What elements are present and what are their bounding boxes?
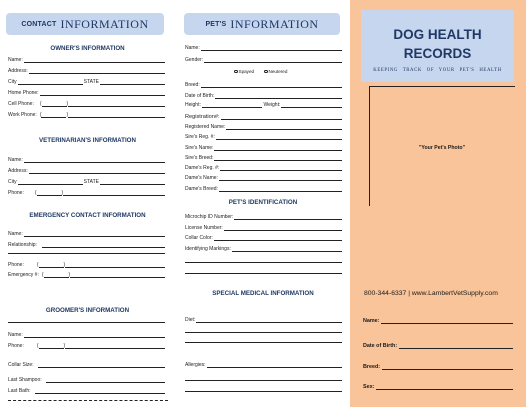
owner-city-label: City: [8, 79, 17, 85]
pet-height-weight-field[interactable]: [185, 100, 342, 108]
pet-height-label: Height:: [185, 102, 201, 108]
vet-phone-label: Phone:: [8, 190, 24, 196]
dame-breed-field[interactable]: [185, 184, 342, 192]
vet-name-label: Name:: [8, 157, 23, 163]
sire-reg-field[interactable]: [185, 132, 342, 140]
spayed-radio-circle: [234, 70, 238, 74]
spayed-label: Spayed: [238, 69, 255, 74]
pet-panel: [178, 0, 348, 407]
diet-line-2[interactable]: [185, 332, 342, 333]
emergency-relationship-label: Relationship:: [8, 242, 37, 248]
groomer-dashed-line: [8, 400, 168, 401]
dame-name-field[interactable]: [185, 173, 342, 181]
allergies-field[interactable]: [185, 360, 342, 368]
pet-name-label: Name:: [185, 45, 200, 51]
cover-title-line1: DOG HEALTH: [393, 27, 482, 42]
vet-address-field[interactable]: [8, 166, 165, 174]
allergies-line-2[interactable]: [185, 380, 342, 381]
emergency-phone-label: Phone:: [8, 262, 24, 268]
company-contact: 800-344-6337 | www.LambertVetSupply.com: [364, 290, 498, 297]
owner-name-label: Name:: [8, 57, 23, 63]
microchip-label: Microchip ID Number:: [185, 214, 234, 220]
diet-line-3[interactable]: [185, 342, 342, 343]
owner-home-phone-field[interactable]: [8, 88, 165, 96]
sire-breed-label: Sire's Breed:: [185, 155, 214, 161]
microchip-field[interactable]: [185, 212, 342, 220]
collar-color-label: Collar Color:: [185, 235, 213, 241]
neutered-label: Neutered: [268, 69, 288, 74]
pet-registration-label: Registration#:: [185, 114, 220, 120]
groomer-last-bath-label: Last Bath:: [8, 388, 31, 394]
diet-label: Diet:: [185, 317, 196, 323]
emergency-name-field[interactable]: [8, 229, 165, 237]
dame-reg-field[interactable]: [185, 163, 342, 171]
pet-registration-field[interactable]: [185, 112, 342, 120]
cover-sex-field[interactable]: [363, 382, 513, 390]
pet-weight-label: Weight:: [263, 102, 281, 108]
groomer-last-bath-field[interactable]: [8, 386, 165, 394]
sire-breed-field[interactable]: [185, 153, 342, 161]
contact-panel: [0, 0, 175, 407]
pet-gender-label: Gender:: [185, 57, 204, 63]
sire-name-field[interactable]: [185, 143, 342, 151]
pet-header-small: PET'S: [205, 20, 227, 28]
emergency-number-label: Emergency #:: [8, 272, 39, 278]
dame-reg-label: Dame's Reg. #:: [185, 165, 220, 171]
cover-sex-label: Sex:: [363, 384, 375, 390]
groomer-extra-line[interactable]: [8, 322, 165, 323]
neutered-radio-circle: [264, 70, 268, 74]
cover-subtitle: KEEPING TRACK OF YOUR PET'S HEALTH: [373, 68, 502, 73]
vet-phone-field[interactable]: Phone: ( ): [8, 188, 165, 196]
pet-dob-field[interactable]: [185, 91, 342, 99]
license-field[interactable]: [185, 223, 342, 231]
pet-gender-field[interactable]: [185, 55, 342, 63]
emergency-extra-line[interactable]: [8, 253, 165, 254]
pet-header: [184, 13, 340, 35]
pet-header-big: INFORMATION: [230, 16, 319, 31]
medical-section-title: SPECIAL MEDICAL INFORMATION: [212, 290, 314, 297]
owner-state-label: STATE: [83, 79, 99, 85]
vet-city-label: City: [8, 179, 17, 185]
pet-breed-label: Breed:: [185, 82, 200, 88]
cover-title-box: [361, 10, 514, 82]
identification-section-title: PET'S IDENTIFICATION: [228, 199, 298, 206]
neutered-radio[interactable]: [264, 69, 287, 74]
contact-header: [6, 13, 164, 35]
dame-name-label: Dame's Name:: [185, 175, 218, 181]
contact-header-small: CONTACT: [21, 20, 57, 28]
vet-state-label: STATE: [83, 179, 99, 185]
owner-cell-phone-field[interactable]: Cell Phone: ( ): [8, 99, 165, 107]
vet-section-title: VETERINARIAN'S INFORMATION: [39, 137, 136, 144]
pet-breed-field[interactable]: [185, 80, 342, 88]
markings-line-3[interactable]: [185, 273, 342, 274]
vet-city-field[interactable]: [8, 177, 165, 185]
collar-color-field[interactable]: [185, 233, 342, 241]
contact-header-big: INFORMATION: [60, 16, 149, 31]
registered-name-label: Registered Name:: [185, 124, 226, 130]
pet-dob-label: Date of Birth:: [185, 93, 215, 99]
diet-field[interactable]: [185, 315, 342, 323]
groomer-last-shampoo-label: Last Shampoo:: [8, 377, 42, 383]
groomer-section-title: GROOMER'S INFORMATION: [45, 307, 130, 314]
owner-city-field[interactable]: [8, 77, 165, 85]
groomer-collar-size-label: Collar Size:: [8, 362, 34, 368]
sire-reg-label: Sire's Reg. #:: [185, 134, 215, 140]
vet-address-label: Address:: [8, 168, 28, 174]
emergency-phone-field[interactable]: Phone: ( ): [8, 260, 165, 268]
groomer-collar-size-field[interactable]: [8, 360, 165, 368]
cover-breed-label: Breed:: [363, 364, 381, 370]
owner-work-phone-field[interactable]: Work Phone: ( ): [8, 110, 165, 118]
cover-dob-label: Date of Birth:: [363, 343, 398, 349]
cover-title-line2: RECORDS: [403, 46, 472, 61]
markings-line-2[interactable]: [185, 262, 342, 263]
registered-name-field[interactable]: [185, 122, 342, 130]
vet-name-field[interactable]: [8, 155, 165, 163]
emergency-relationship-field[interactable]: [8, 240, 165, 248]
photo-label: "Your Pet's Photo": [418, 145, 466, 151]
cover-dob-field[interactable]: [363, 341, 513, 349]
sire-name-label: Sire's Name:: [185, 145, 214, 151]
cover-name-field[interactable]: [363, 316, 513, 324]
emergency-name-label: Name:: [8, 231, 23, 237]
markings-label: Identifying Markings:: [185, 246, 231, 252]
owner-home-phone-label: Home Phone:: [8, 90, 39, 96]
dame-breed-label: Dame's Breed:: [185, 186, 218, 192]
owner-work-phone-label: Work Phone:: [8, 112, 37, 118]
owner-address-field[interactable]: [8, 66, 165, 74]
emergency-section-title: EMERGENCY CONTACT INFORMATION: [29, 212, 146, 219]
cover-breed-field[interactable]: [363, 362, 513, 370]
cover-name-label: Name:: [363, 318, 380, 324]
spayed-radio[interactable]: [234, 69, 254, 74]
emergency-number-field[interactable]: Emergency #: ( ): [8, 270, 165, 278]
groomer-phone-field[interactable]: Phone: ( ): [8, 341, 165, 349]
allergies-label: Allergies:: [185, 362, 206, 368]
license-label: License Number:: [185, 225, 223, 231]
groomer-phone-label: Phone:: [8, 343, 24, 349]
owner-section-title: OWNER'S INFORMATION: [50, 45, 125, 52]
groomer-name-label: Name:: [8, 332, 23, 338]
pet-name-field[interactable]: [185, 43, 342, 51]
groomer-name-field[interactable]: [8, 330, 165, 338]
markings-field[interactable]: [185, 244, 342, 252]
owner-cell-phone-label: Cell Phone:: [8, 101, 34, 107]
groomer-last-shampoo-field[interactable]: [8, 375, 165, 383]
owner-address-label: Address:: [8, 68, 28, 74]
owner-name-field[interactable]: [8, 55, 165, 63]
allergies-line-3[interactable]: [185, 391, 342, 392]
